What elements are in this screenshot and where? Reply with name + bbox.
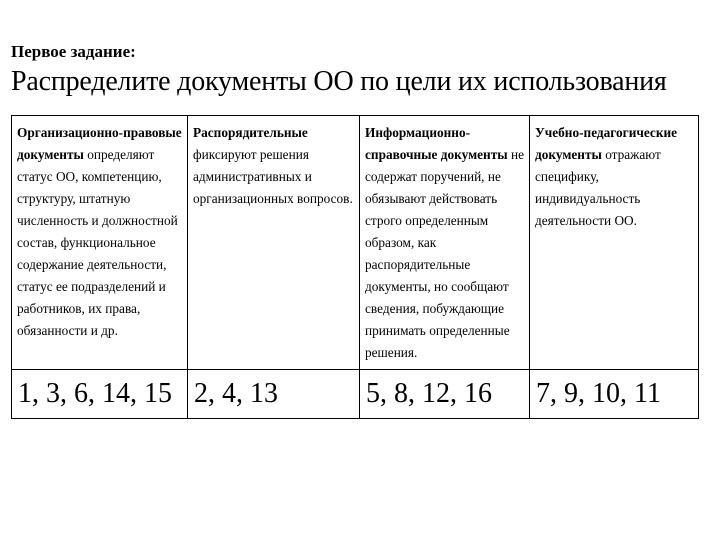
answer-cell: 2, 4, 13 <box>188 370 360 419</box>
category-description: определяют статус ОО, компетенцию, структуру, штатную численность и должностной состав, функциональное содержание деятельности, статус ее подразделений и работников, их права, обязанности и др. <box>17 147 178 338</box>
category-cell-directive <box>188 116 360 370</box>
category-name: Организационно-правовые документы <box>17 125 182 162</box>
table-row-answers <box>12 370 699 419</box>
category-cell-org-legal <box>12 116 188 370</box>
answer-cell: 7, 9, 10, 11 <box>530 370 699 419</box>
documents-table <box>11 115 699 419</box>
answer-cell: 1, 3, 6, 14, 15 <box>12 370 188 419</box>
category-name: Учебно-педагогические документы <box>535 125 678 162</box>
category-description: не содержат поручений, не обязывают действовать строго определенным образом, как распорядительные документы, но сообщают сведения, побуждающие принимать определенные решения. <box>365 147 524 360</box>
task-label: Первое задание: <box>11 42 136 61</box>
answer-cell: 5, 8, 12, 16 <box>360 370 530 419</box>
table-row-descriptions <box>12 116 699 370</box>
slide-title: Распределите документы ОО по цели их использования <box>11 66 667 97</box>
category-description: фиксируют решения административных и организационных вопросов. <box>193 147 353 206</box>
category-cell-educational <box>530 116 699 370</box>
category-cell-info-reference <box>360 116 530 370</box>
category-name: Информационно-справочные документы <box>365 125 508 162</box>
category-description: отражают специфику, индивидуальность деятельности ОО. <box>535 147 661 228</box>
category-name: Распорядительные <box>193 125 308 140</box>
